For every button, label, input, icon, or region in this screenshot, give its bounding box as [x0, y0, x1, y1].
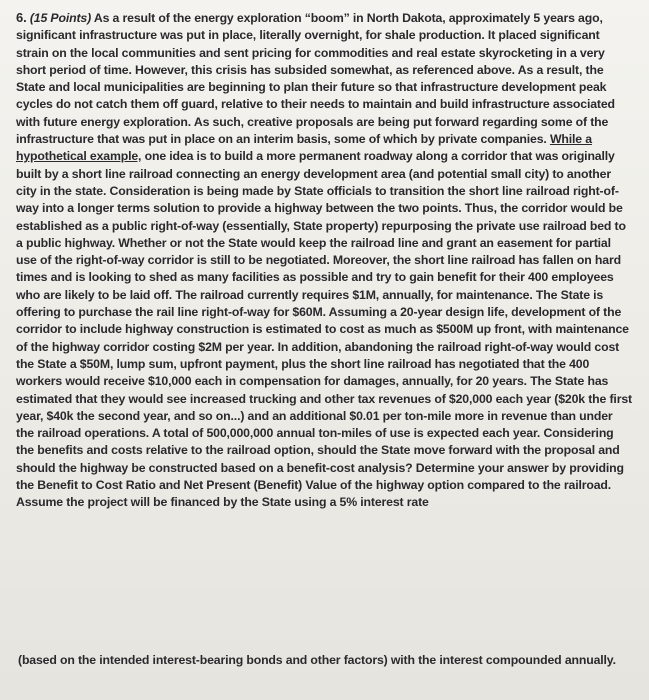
problem-text-part1: As a result of the energy exploration “boom” in North Dakota, approximately 5 years ago, significant infrastructure was put in place, literally overnight, for shale production. It placed significant strain on the local communities and sent pricing for commodities and real estate skyrocketing in a very short period of time. However, this crisis has subsided somewhat, as referenced above. As a result, the State and local municipalities are beginning to plan their future so that infrastructure development peak cycles do not catch them off guard, relative to their needs to maintain and build infrastructure associated with future energy exploration. As such, creative proposals are being put forward regarding some of the infrastructure that was put in place on an interim basis, some of which by private companies. [16, 11, 615, 147]
problem-6-statement [16, 9, 632, 512]
problem-continuation: (based on the intended interest-bearing bonds and other factors) with the interest compounded annually. [18, 653, 616, 667]
problem-text-part2: one idea is to build a more permanent roadway along a corridor that was originally built by a short line railroad connecting an energy development area (and potential small city) to another city in the state. Consideration is being made by State officials to transition the short line railroad right-of-way into a longer terms solution to provide a highway between the two points. Thus, the corridor would be established as a public right-of-way (essentially, State property) repurposing the private use railroad bed to a public highway. Whether or not the State would keep the railroad line and grant an easement for partial use of the right-of-way corridor is still to be negotiated. Moreover, the short line railroad has fallen on hard times and is looking to shed as many facilities as possible and try to gain benefit for their 400 employees who are likely to be laid off. The railroad currently requires $1M, annually, for maintenance. The State is offering to purchase the rail line right-of-way for $60M. Assuming a 20-year design life, development of the corridor to include highway construction is estimated to cost as much as $500M up front, with maintenance of the highway corridor costing $2M per year. In addition, abandoning the railroad right-of-way would cost the State a $50M, lump sum, upfront payment, plus the short line railroad has negotiated that the 400 workers would receive $10,000 each in compensation for damages, annually, for 20 years. The State has estimated that they would see increased trucking and other tax revenues of $20,000 each year ($20k the first year, $40k the second year, and so on...) and an additional $0.01 per ton-mile more in revenue than under the railroad operations. A total of 500,000,000 annual ton-miles of use is expected each year. Considering the benefits and costs relative to the railroad option, should the State move forward with the proposal and should the highway be constructed based on a benefit-cost analysis? Determine your answer by providing the Benefit to Cost Ratio and Net Present (Benefit) Value of the highway option compared to the railroad. Assume the project will be financed by the State using a 5% interest rate [16, 149, 632, 510]
problem-points: (15 Points) [29, 11, 92, 25]
underlined-phrase: While a hypothetical example, [16, 132, 592, 164]
problem-number: 6. [16, 10, 27, 25]
